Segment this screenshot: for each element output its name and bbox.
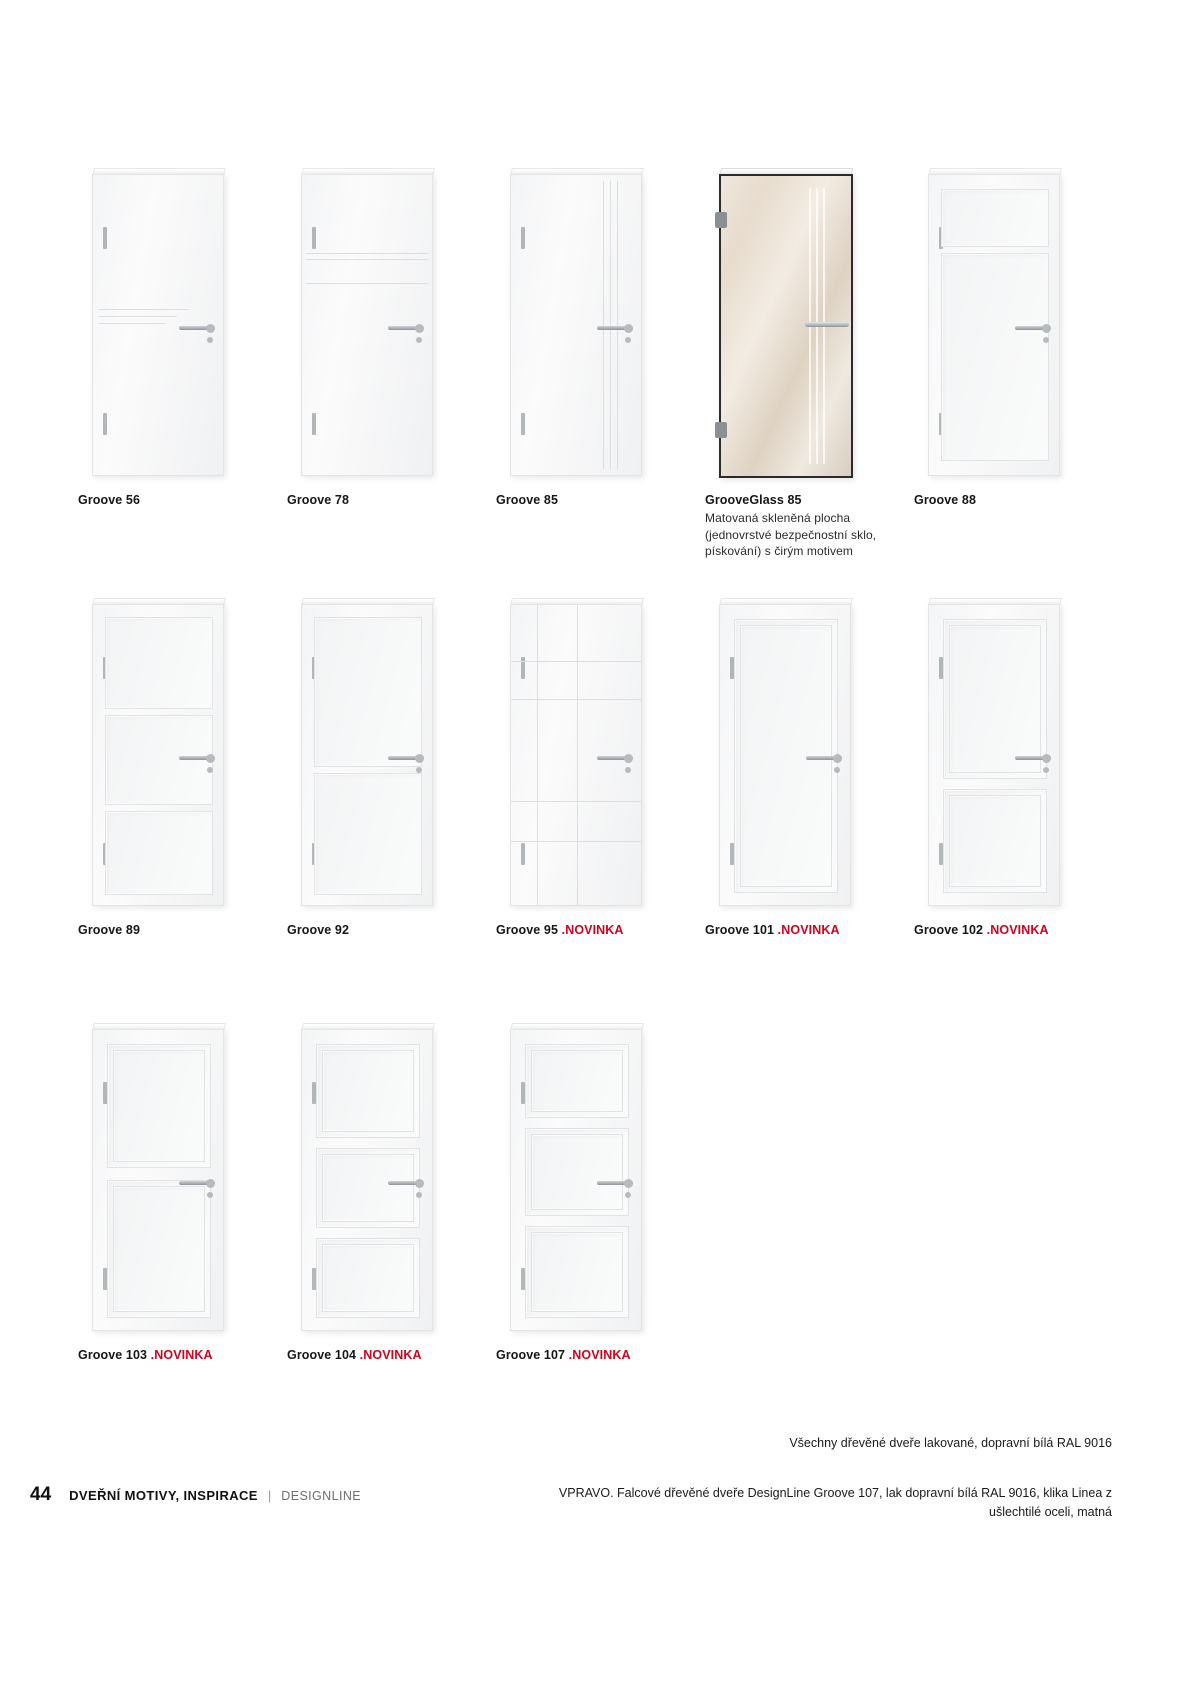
product-caption [496,1347,693,1363]
product-caption [78,1347,275,1363]
door-handle-icon [595,753,635,775]
door-leaf [92,604,224,906]
product-row [78,598,1113,1023]
groove-line [99,316,177,317]
novinka-badge: .NOVINKA [561,923,624,937]
footer-note-caption: VPRAVO. Falcové dřevěné dveře DesignLine Groove 107, lak dopravní bílá RAL 9016, klika Linea z ušlechtilé oceli, matná [558,1486,1112,1519]
door-leaf [928,174,1060,476]
door-panel [941,189,1049,247]
door-handle-icon [803,318,849,332]
product-caption [78,922,275,938]
groove-line [537,605,538,905]
groove-line [99,323,165,324]
product-name: Groove 92 [287,923,350,937]
hinge-icon [715,212,727,228]
product-caption [78,492,275,508]
groove-line [511,699,641,700]
door-leaf [719,604,851,906]
door-handle-icon [177,1178,217,1200]
product-name: GrooveGlass 85 [705,493,802,507]
footer-note-finish: Všechny dřevěné dveře lakované, dopravní bílá RAL 9016 [789,1436,1112,1450]
product-caption [287,492,484,508]
product-row [78,168,1113,598]
door-leaf [92,1029,224,1331]
glass-door-leaf [719,174,853,478]
page-number: 44 [30,1484,52,1505]
door-handle-icon [177,753,217,775]
product-row [78,1023,1113,1443]
groove-line [306,259,428,260]
door-image-groove-78 [287,168,437,480]
door-leaf [301,604,433,906]
door-handle-icon [804,753,844,775]
novinka-badge: .NOVINKA [568,1348,631,1362]
door-handle-icon [177,323,217,345]
door-panel [113,1050,205,1162]
door-panel [531,1050,623,1112]
hinge-icon [103,227,107,249]
page-footer [30,1484,361,1506]
footer-collection: DESIGNLINE [281,1489,361,1503]
door-image-groove-101 [705,598,855,910]
door-image-groove-95 [496,598,646,910]
footer-separator: | [267,1488,272,1503]
door-panel [314,773,422,895]
product-card-groove-89[interactable] [78,598,275,1023]
door-image-grooveglass-85 [705,168,855,480]
door-handle-icon [386,323,426,345]
door-leaf [928,604,1060,906]
door-panel [113,1186,205,1312]
groove-line [511,661,641,662]
empty-cell [705,1023,902,1443]
groove-line [306,253,428,254]
product-name: Groove 89 [78,923,141,937]
door-handle-icon [1013,323,1053,345]
product-caption [287,1347,484,1363]
product-card-groove-101[interactable] [705,598,902,1023]
product-name: Groove 85 [496,493,559,507]
door-panel [105,617,213,709]
door-panel [531,1232,623,1312]
novinka-badge: .NOVINKA [150,1348,213,1362]
door-leaf [301,174,433,476]
hinge-icon [103,413,107,435]
door-image-groove-85 [496,168,646,480]
product-caption [705,492,902,560]
product-card-groove-92[interactable] [287,598,484,1023]
door-leaf [92,174,224,476]
product-name: Groove 104 [287,1348,357,1362]
product-card-groove-103[interactable] [78,1023,275,1443]
product-description: Matovaná skleněná plocha (jednovrstvé bezpečnostní sklo, pískování) s čirým motivem [705,511,877,558]
product-caption [496,492,693,508]
product-grid [78,168,1113,1443]
empty-cell [914,1023,1111,1443]
door-image-groove-107 [496,1023,646,1335]
door-handle-icon [595,323,635,345]
product-card-groove-95[interactable] [496,598,693,1023]
door-image-groove-56 [78,168,228,480]
door-panel [949,625,1041,773]
door-image-groove-92 [287,598,437,910]
product-name: Groove 88 [914,493,977,507]
door-leaf [510,1029,642,1331]
door-panel [322,1244,414,1312]
product-card-groove-78[interactable] [287,168,484,598]
product-card-groove-88[interactable] [914,168,1111,598]
product-caption [705,922,902,938]
product-name: Groove 101 [705,923,775,937]
novinka-badge: .NOVINKA [359,1348,422,1362]
product-card-groove-102[interactable] [914,598,1111,1023]
door-panel [949,795,1041,887]
product-name: Groove 103 [78,1348,148,1362]
product-name: Groove 56 [78,493,141,507]
product-name: Groove 95 [496,923,559,937]
product-card-groove-56[interactable] [78,168,275,598]
footer-section-title: DVEŘNÍ MOTIVY, INSPIRACE [69,1488,258,1503]
door-handle-icon [386,753,426,775]
door-panel [105,811,213,895]
product-name: Groove 107 [496,1348,566,1362]
hinge-icon [312,227,316,249]
novinka-badge: .NOVINKA [986,923,1049,937]
door-image-groove-89 [78,598,228,910]
groove-line [577,605,578,905]
door-handle-icon [595,1178,635,1200]
door-leaf [510,604,642,906]
door-image-groove-103 [78,1023,228,1335]
product-name: Groove 102 [914,923,984,937]
groove-line [306,283,428,284]
product-caption [496,922,693,938]
hinge-icon [521,413,525,435]
product-card-groove-85[interactable] [496,168,693,598]
groove-line [511,841,641,842]
door-panel [322,1050,414,1132]
product-caption [914,492,1111,508]
hinge-icon [521,843,525,865]
hinge-icon [521,227,525,249]
door-leaf [301,1029,433,1331]
door-image-groove-88 [914,168,1064,480]
door-leaf [510,174,642,476]
hinge-icon [312,413,316,435]
product-card-grooveglass-85[interactable] [705,168,902,598]
groove-line [511,801,641,802]
door-panel [941,253,1049,461]
product-card-groove-107[interactable] [496,1023,693,1443]
groove-line [99,309,189,310]
product-caption [914,922,1111,938]
door-panel [314,617,422,767]
product-card-groove-104[interactable] [287,1023,484,1443]
hinge-icon [715,422,727,438]
door-image-groove-102 [914,598,1064,910]
product-name: Groove 78 [287,493,350,507]
novinka-badge: .NOVINKA [777,923,840,937]
door-handle-icon [1013,753,1053,775]
product-caption [287,922,484,938]
door-image-groove-104 [287,1023,437,1335]
door-handle-icon [386,1178,426,1200]
